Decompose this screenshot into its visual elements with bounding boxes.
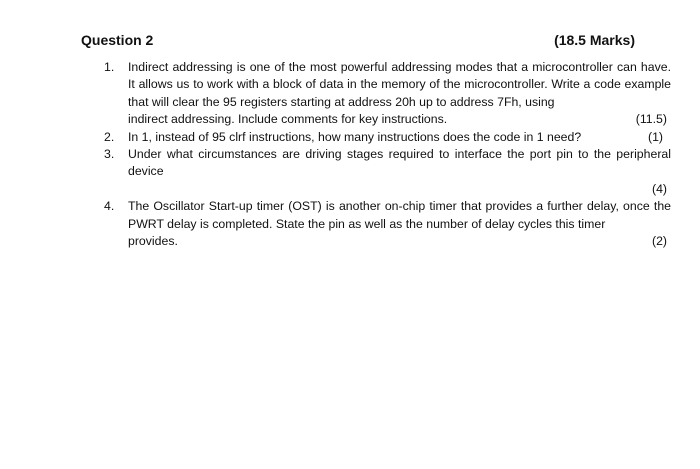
- list-item-1: [104, 59, 671, 129]
- item-text: In 1, instead of 95 clrf instructions, how many instructions does the code in 1 need?: [128, 129, 582, 144]
- item-body: [128, 129, 671, 146]
- item-number: 3.: [104, 147, 115, 162]
- item-number: 4.: [104, 199, 115, 214]
- item-marks: (11.5): [635, 112, 667, 127]
- item-text-last-line: provides.: [128, 234, 178, 249]
- item-body: [128, 198, 671, 250]
- list-item-4: [104, 198, 671, 250]
- item-marks: (2): [651, 234, 667, 249]
- item-last-row: [128, 111, 671, 128]
- item-number: 2.: [104, 129, 115, 144]
- item-body: [128, 59, 671, 129]
- question-marks: (18.5 Marks): [554, 32, 635, 48]
- item-text: Indirect addressing is one of the most powerful addressing modes that a microcontroller can have. It allows us to work with a block of data in the memory of the microcontroller. Write a code example that will clear the 95 registers starting at address 20h up to address 7Fh, using: [128, 60, 671, 109]
- item-last-row: [128, 233, 671, 250]
- list-item-2: [104, 129, 671, 146]
- item-marks: (1): [647, 129, 663, 144]
- item-last-row: [128, 129, 671, 146]
- item-text: Under what circumstances are driving stages required to interface the port pin to the peripheral device: [128, 147, 671, 179]
- item-marks: (4): [651, 181, 667, 196]
- question-header: [81, 31, 635, 49]
- question-list: [104, 59, 671, 250]
- item-last-row: [128, 181, 671, 198]
- question-title: Question 2: [81, 32, 154, 48]
- item-text-last-line: indirect addressing. Include comments for key instructions.: [128, 112, 448, 127]
- item-number: 1.: [104, 60, 115, 74]
- list-item-3: [104, 146, 671, 198]
- item-body: [128, 146, 671, 198]
- item-text: The Oscillator Start-up timer (OST) is another on-chip timer that provides a further delay, once the PWRT delay is completed. State the pin as well as the number of delay cycles this timer: [128, 199, 671, 231]
